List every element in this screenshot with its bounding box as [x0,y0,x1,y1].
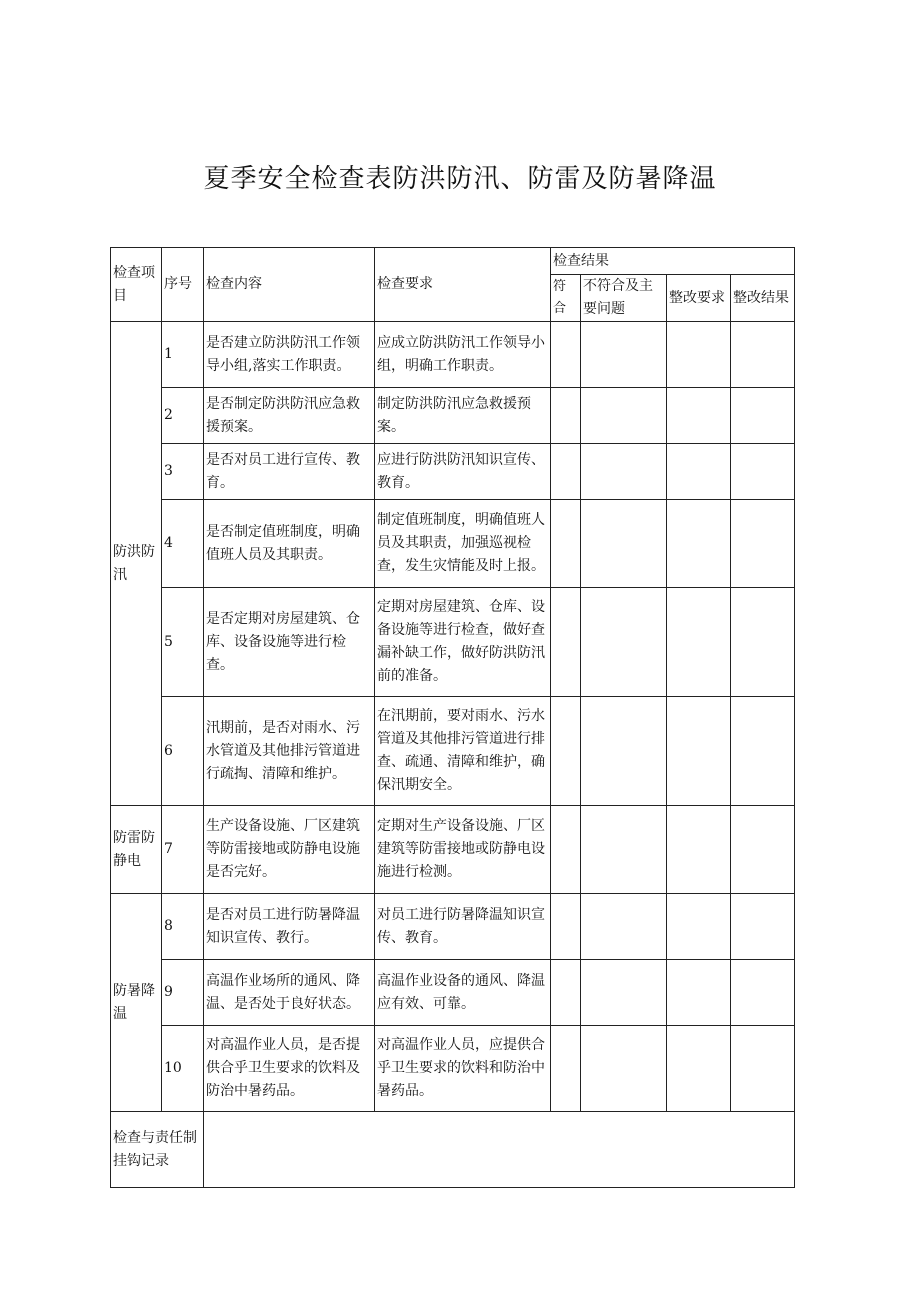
cell-conform[interactable] [551,894,581,960]
table-row [111,960,795,1026]
row-seq: 10 [162,1026,204,1112]
cell-rect-result[interactable] [731,1026,795,1112]
row-requirement: 应进行防洪防汛知识宣传、教育。 [375,444,551,500]
category-lightning: 防雷防静电 [111,806,162,894]
cell-issues[interactable] [581,697,667,806]
cell-rect-req[interactable] [667,1026,731,1112]
cell-conform[interactable] [551,588,581,697]
table-row [111,322,795,388]
row-requirement: 在汛期前，要对雨水、污水管道及其他排污管道进行排查、疏通、清障和维护，确保汛期安全。 [375,697,551,806]
row-requirement: 高温作业设备的通风、降温应有效、可靠。 [375,960,551,1026]
cell-issues[interactable] [581,588,667,697]
cell-issues[interactable] [581,960,667,1026]
row-seq: 8 [162,894,204,960]
cell-rect-req[interactable] [667,960,731,1026]
cell-issues[interactable] [581,388,667,444]
footer-label: 检查与责任制挂钩记录 [111,1112,204,1188]
cell-rect-req[interactable] [667,697,731,806]
cell-issues[interactable] [581,894,667,960]
cell-conform[interactable] [551,697,581,806]
row-content: 是否对员工进行宣传、教育。 [204,444,375,500]
table-row [111,894,795,960]
cell-rect-result[interactable] [731,588,795,697]
row-seq: 2 [162,388,204,444]
cell-issues[interactable] [581,444,667,500]
header-seq: 序号 [162,248,204,322]
cell-rect-result[interactable] [731,806,795,894]
cell-rect-req[interactable] [667,444,731,500]
header-result: 检查结果 [551,248,795,275]
row-seq: 6 [162,697,204,806]
cell-issues[interactable] [581,1026,667,1112]
cell-rect-req[interactable] [667,806,731,894]
header-content: 检查内容 [204,248,375,322]
row-requirement: 定期对房屋建筑、仓库、设备设施等进行检查，做好查漏补缺工作，做好防洪防汛前的准备。 [375,588,551,697]
cell-rect-result[interactable] [731,500,795,588]
row-requirement: 制定值班制度，明确值班人员及其职责，加强巡视检查，发生灾情能及时上报。 [375,500,551,588]
cell-rect-req[interactable] [667,322,731,388]
header-requirement: 检查要求 [375,248,551,322]
category-flood: 防洪防汛 [111,322,162,806]
cell-conform[interactable] [551,960,581,1026]
cell-rect-result[interactable] [731,322,795,388]
row-content: 对高温作业人员，是否提供合乎卫生要求的饮料及防治中暑药品。 [204,1026,375,1112]
row-content: 是否定期对房屋建筑、仓库、设备设施等进行检查。 [204,588,375,697]
row-seq: 3 [162,444,204,500]
cell-rect-req[interactable] [667,588,731,697]
cell-rect-result[interactable] [731,960,795,1026]
row-seq: 5 [162,588,204,697]
cell-issues[interactable] [581,500,667,588]
cell-conform[interactable] [551,388,581,444]
row-requirement: 应成立防洪防汛工作领导小组，明确工作职责。 [375,322,551,388]
cell-conform[interactable] [551,444,581,500]
cell-rect-result[interactable] [731,444,795,500]
table-row [111,697,795,806]
row-content: 是否制定值班制度，明确值班人员及其职责。 [204,500,375,588]
row-content: 生产设备设施、厂区建筑等防雷接地或防静电设施是否完好。 [204,806,375,894]
row-seq: 7 [162,806,204,894]
cell-rect-result[interactable] [731,388,795,444]
cell-conform[interactable] [551,500,581,588]
table-row [111,806,795,894]
cell-issues[interactable] [581,806,667,894]
cell-rect-req[interactable] [667,388,731,444]
cell-rect-req[interactable] [667,894,731,960]
row-content: 汛期前，是否对雨水、污水管道及其他排污管道进行疏掏、清障和维护。 [204,697,375,806]
table-row [111,388,795,444]
row-content: 是否建立防洪防汛工作领导小组,落实工作职责。 [204,322,375,388]
cell-rect-req[interactable] [667,500,731,588]
row-content: 高温作业场所的通风、降温、是否处于良好状态。 [204,960,375,1026]
row-requirement: 定期对生产设备设施、厂区建筑等防雷接地或防静电设施进行检测。 [375,806,551,894]
cell-conform[interactable] [551,1026,581,1112]
header-conform: 符合 [551,275,581,322]
row-requirement: 对员工进行防暑降温知识宣传、教育。 [375,894,551,960]
row-content: 是否制定防洪防汛应急救援预案。 [204,388,375,444]
inspection-table [110,247,795,1188]
table-row [111,588,795,697]
header-row-1 [111,248,795,275]
page-title: 夏季安全检查表防洪防汛、防雷及防暑降温 [203,164,717,194]
header-category: 检查项目 [111,248,162,322]
row-requirement: 制定防洪防汛应急救援预案。 [375,388,551,444]
row-seq: 4 [162,500,204,588]
row-seq: 1 [162,322,204,388]
header-rect-req: 整改要求 [667,275,731,322]
cell-issues[interactable] [581,322,667,388]
footer-record-cell[interactable] [204,1112,795,1188]
header-issues: 不符合及主要问题 [581,275,667,322]
cell-conform[interactable] [551,806,581,894]
cell-rect-result[interactable] [731,697,795,806]
row-requirement: 对高温作业人员，应提供合乎卫生要求的饮料和防治中暑药品。 [375,1026,551,1112]
row-content: 是否对员工进行防暑降温知识宣传、教行。 [204,894,375,960]
footer-row [111,1112,795,1188]
table-row [111,1026,795,1112]
category-heat: 防暑降温 [111,894,162,1112]
table-row [111,444,795,500]
cell-rect-result[interactable] [731,894,795,960]
cell-conform[interactable] [551,322,581,388]
row-seq: 9 [162,960,204,1026]
table-row [111,500,795,588]
header-rect-result: 整改结果 [731,275,795,322]
